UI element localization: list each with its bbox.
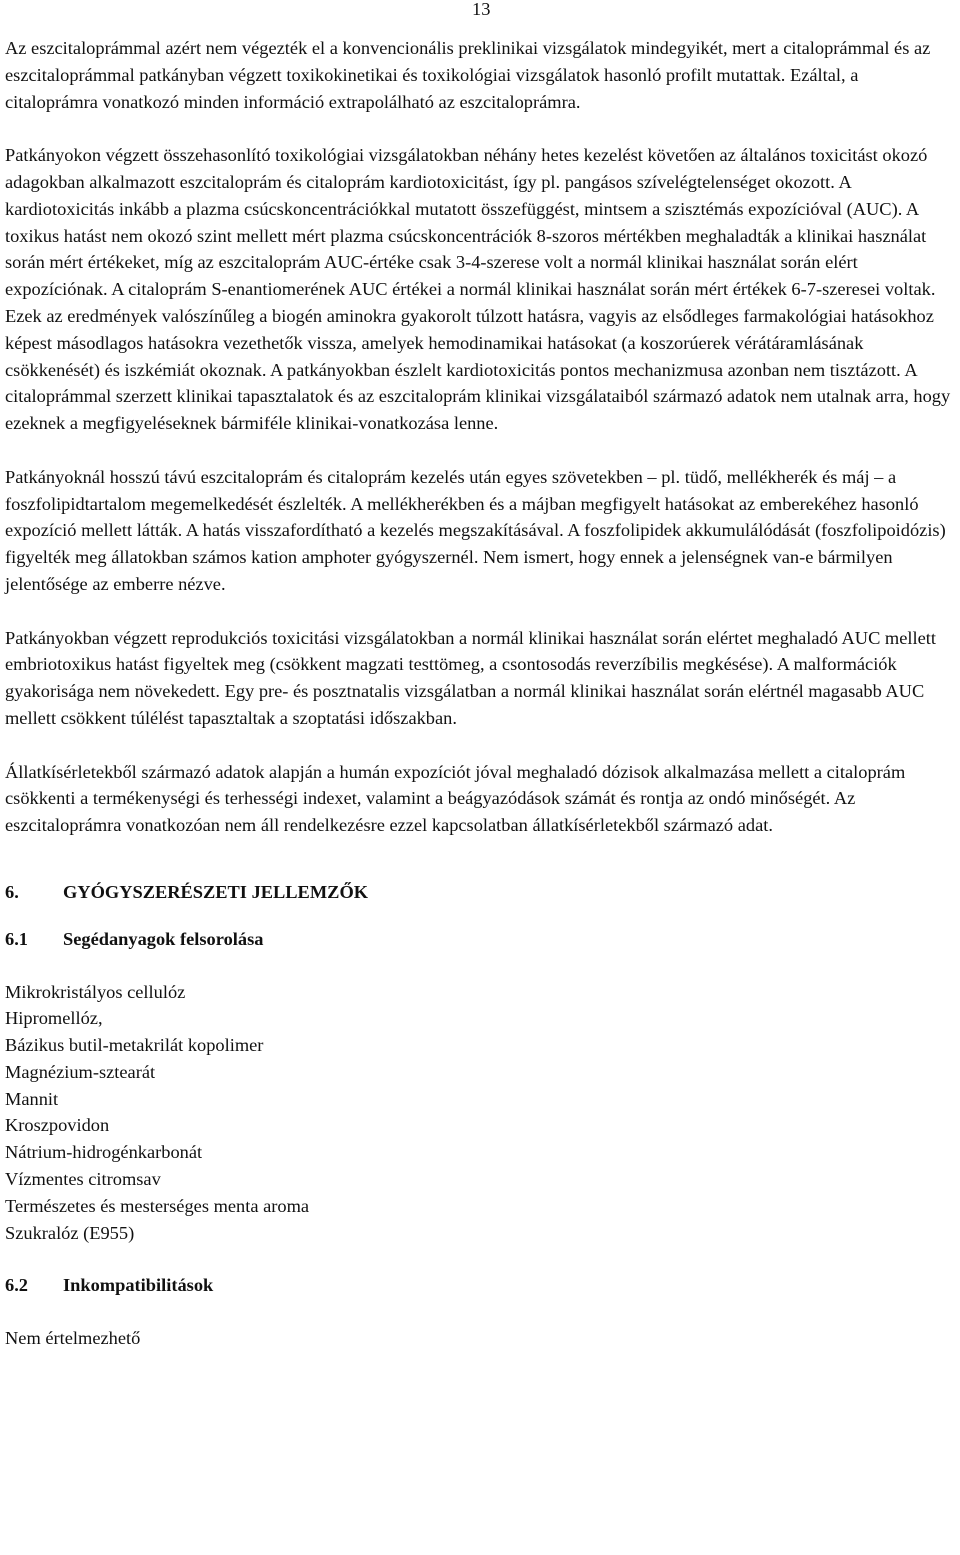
incompatibilities-text: Nem értelmezhető	[5, 1328, 141, 1349]
excipient-item: Vízmentes citromsav	[5, 1169, 161, 1190]
excipient-item: Nátrium-hidrogénkarbonát	[5, 1142, 203, 1163]
excipient-item: Természetes és mesterséges menta aroma	[5, 1195, 310, 1216]
section-title: Inkompatibilitások	[63, 1275, 214, 1296]
paragraph-cardiotoxicity: Patkányokon végzett összehasonlító toxikológiai vizsgálatokban néhány hetes kezelést követően az általános toxicitást okozó adagokban alkalmazott eszcitaloprám és citaloprám kardiotoxicitást, így pl. pangásos szívelégtelenséget okozott. A kardiotoxicitás inkább a plazma csúcskoncentrációkkal mutatott összefüggést, mintsem a szisztémás expozícióval (AUC). A toxikus hatást nem okozó szint mellett mért plazma csúcskoncentrációk 8-szoros mértékben meghaladták a klinikai használat során mért értékeket, míg az eszcitaloprám AUC-értéke csak 3-4-szerese volt a normál klinikai használat során elért expozíciónak. A citaloprám S-enantiomerének AUC értékei a normál klinikai használat során mért értékek 6-7-szeresei voltak. Ezek az eredmények valószínűleg a biogén aminokra gyakorolt túlzott hatásra, vagyis az elsődleges farmakológiai hatásokhoz képest másodlagos hatásokra vezethetők vissza, amelyek hemodinamikai hatásokat (a koszorúerek vérátáramlásának csökkenését) és iszkémiát okoznak. A patkányokban észlelt kardiotoxicitás pontos mechanizmusa azonban nem tisztázott. A citaloprámmal szerzett klinikai tapasztalatok és az eszcitaloprám klinikai vizsgálataiból származó adatok nem utalnak arra, hogy ezeknek a megfigyeléseknek bármiféle klinikai-vonatkozása lenne.	[5, 145, 951, 434]
section-title: Segédanyagok felsorolása	[63, 928, 264, 949]
section-number: 6.1	[5, 928, 28, 949]
document-body	[5, 35, 955, 1352]
excipient-item: Hipromellóz,	[5, 1008, 103, 1029]
section-heading-6-2	[5, 1272, 955, 1299]
section-number: 6.	[5, 881, 19, 902]
paragraph-species-comparison: Az eszcitaloprámmal azért nem végezték el a konvencionális preklinikai vizsgálatok mindegyikét, mert a citaloprámmal és az eszcitaloprámmal patkányban végzett toxikokinetikai és toxikológiai vizsgálatok hasonló profilt mutattak. Ezáltal, a citaloprámra vonatkozó minden információ extrapolálható az eszcitaloprámra.	[5, 38, 931, 112]
page-number: 13	[472, 0, 491, 19]
excipient-item: Szukralóz (E955)	[5, 1222, 135, 1243]
excipient-item: Bázikus butil-metakrilát kopolimer	[5, 1035, 264, 1056]
paragraph-fertility: Állatkísérletekből származó adatok alapján a humán expozíciót jóval meghaladó dózisok alkalmazása mellett a citaloprám csökkenti a termékenységi és terhességi indexet, valamint a beágyazódások számát és rontja az ondó minőségét. Az eszcitaloprámra vonatkozóan nem áll rendelkezésre ezzel kapcsolatban állatkísérletekből származó adat.	[5, 761, 906, 836]
excipient-item: Kroszpovidon	[5, 1115, 110, 1136]
section-number: 6.2	[5, 1275, 28, 1296]
excipient-item: Magnézium-sztearát	[5, 1061, 156, 1082]
section-title: GYÓGYSZERÉSZETI JELLEMZŐK	[63, 881, 369, 902]
section-heading-6-1	[5, 926, 955, 953]
paragraph-reproductive-toxicity: Patkányokban végzett reprodukciós toxicitási vizsgálatokban a normál klinikai használat során elértet meghaladó AUC mellett embriotoxikus hatást figyeltek meg (csökkent magzati testtömeg, a csontosodás reverzíbilis megkésése). A malformációk gyakorisága nem növekedett. Egy pre- és posztnatalis vizsgálatban a normál klinikai használat során elértnél magasabb AUC mellett csökkent túlélést tapasztaltak a szoptatási időszakban.	[5, 627, 936, 728]
excipient-list	[5, 979, 955, 1247]
paragraph-phospholipids: Patkányoknál hosszú távú eszcitaloprám és citaloprám kezelés után egyes szövetekben ‒ pl. tüdő, mellékherék és máj ‒ a foszfolipidtartalom megemelkedését észlelték. A mellékherékben és a májban megfigyelt hatásokat az emberekéhez hasonló expozíció mellett látták. A hatás visszafordítható a kezelés megszakításával. A foszfolipidek akkumulálódását (foszfolipoidózis) figyelték meg állatokban számos kation amphoter gyógyszernél. Nem ismert, hogy ennek a jelenségnek van-e bármilyen jelentősége az emberre nézve.	[5, 466, 946, 594]
excipient-item: Mikrokristályos cellulóz	[5, 981, 186, 1002]
section-heading-6	[5, 879, 955, 906]
excipient-item: Mannit	[5, 1088, 59, 1109]
